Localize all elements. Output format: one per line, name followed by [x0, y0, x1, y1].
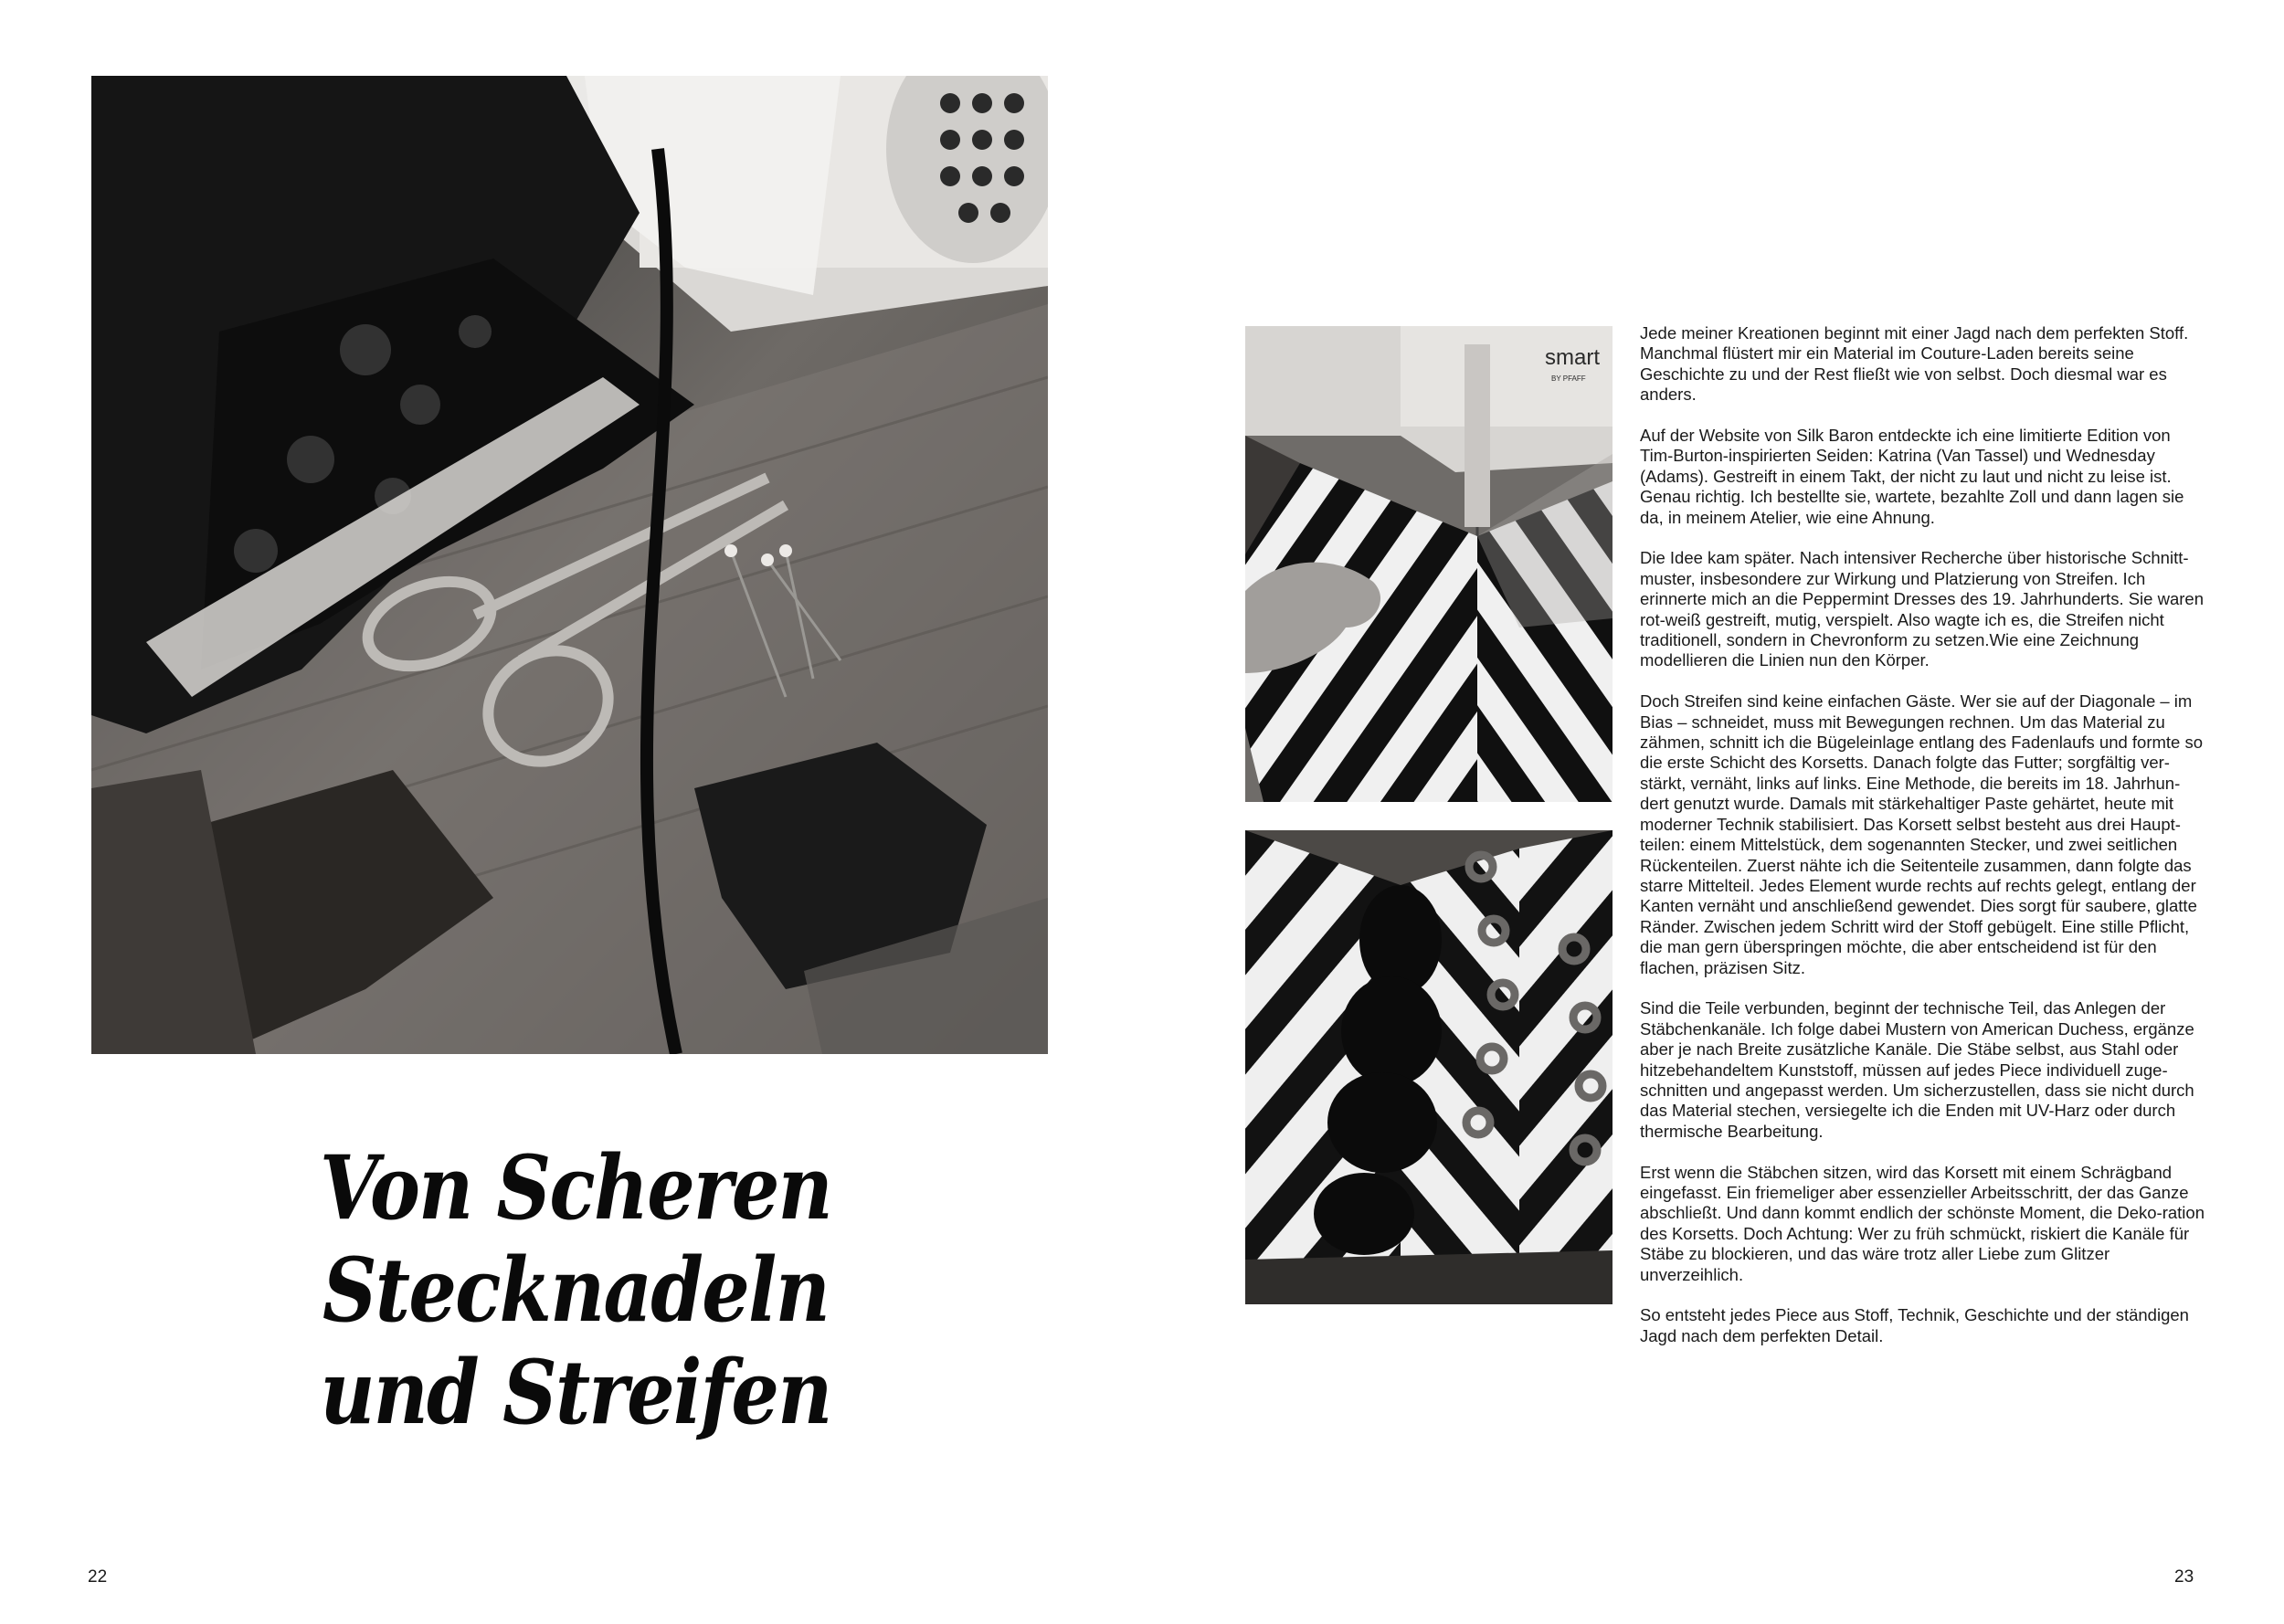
paragraph-7: So entsteht jedes Piece aus Stoff, Technik, Geschichte und der ständigen Jagd nach dem perfekten Detail.	[1640, 1305, 2189, 1345]
article-body	[1640, 323, 2205, 1367]
svg-text:BY PFAFF: BY PFAFF	[1551, 374, 1586, 383]
paragraph-6: Erst wenn die Stäbchen sitzen, wird das Korsett mit einem Schrägband eingefasst. Ein friemeliger aber essenzieller Arbeitsschritt, der das Ganze abschließt. Und dann kommt endlich der schönste Moment, die Deko-ration des Korsetts. Doch Achtung: Wer zu früh schmückt, riskiert die Kanäle für Stäbe zu blockieren, und das wäre trotz aller Liebe zum Glitzer unverzeihlich.	[1640, 1162, 2205, 1284]
title-line-1: Von Scheren	[320, 1136, 831, 1239]
paragraph-5: Sind die Teile verbunden, beginnt der technische Teil, das Anlegen der Stäbchenkanäle. Ich folge dabei Mustern von American Duchess, ergänze aber je nach Breite zusätzliche Kanäle. Die Stäbe selbst, aus Stahl oder hitzebehandeltem Kunststoff, müssen auf jedes Piece individuell zuge-schnitten und angepasst werden. Um sicherzustellen, dass sie nicht durch das Material stechen, versiegelte ich die Enden mit UV-Harz oder durch thermische Bearbeitung.	[1640, 998, 2194, 1141]
photo-sewing-machine-image	[1245, 326, 1613, 802]
page-number-left: 22	[88, 1567, 108, 1587]
photo-sewing-machine-stripes	[1245, 326, 1613, 802]
page-number-right: 23	[2174, 1567, 2194, 1587]
title-line-2: Stecknadeln	[322, 1239, 830, 1342]
photo-scissors-lace-image	[91, 76, 1048, 1054]
svg-text:smart: smart	[1545, 345, 1600, 370]
photo-scissors-lace	[91, 76, 1048, 1054]
title-line-3: und Streifen	[320, 1341, 831, 1444]
photo-corset-chevron	[1245, 830, 1613, 1304]
photo-corset-image	[1245, 830, 1613, 1304]
article-title	[316, 1137, 835, 1444]
paragraph-2: Auf der Website von Silk Baron entdeckte ich eine limitierte Edition von Tim-Burton-inspirierten Seiden: Katrina (Van Tassel) und Wednesday (Adams). Gestreift in einem Takt, der nicht zu laut und nicht zu leise ist. Genau richtig. Ich bestellte sie, wartete, bezahlte Zoll und dann lagen sie da, in meinem Atelier, wie eine Ahnung.	[1640, 426, 2184, 527]
paragraph-4: Doch Streifen sind keine einfachen Gäste. Wer sie auf der Diagonale – im Bias – schneidet, muss mit Bewegungen rechnen. Um das Material zu zähmen, schnitt ich die Bügeleinlage entlang des Fadenlaufs und formte so die erste Schicht des Korsetts. Danach folgte das Futter; sorgfältig ver-stärkt, vernäht, links auf links. Eine Methode, die bereits im 18. Jahrhun-dert genutzt wurde. Damals mit stärkehaltiger Paste gehärtet, heute mit moderner Technik stabilisiert. Das Korsett selbst besteht aus drei Haupt-teilen: einem Mittelstück, dem sogenannten Stecker, und zwei seitlichen Rückenteilen. Zuerst nähte ich die Seitenteile zusammen, dann folgte das starre Mittelteil. Jedes Element wurde rechts auf rechts gelegt, entlang der Kanten vernäht und anschließend gewendet. Dies sorgt für saubere, glatte Ränder. Zwischen jedem Schritt wird der Stoff gebügelt. Eine stille Pflicht, die man gern überspringen möchte, die aber entscheidend ist für den flachen, präzisen Sitz.	[1640, 691, 2204, 977]
paragraph-1: Jede meiner Kreationen beginnt mit einer Jagd nach dem perfekten Stoff. Manchmal flüstert mir ein Material im Couture-Laden bereits seine Geschichte zu und der Rest fließt wie von selbst. Doch diesmal war es anders.	[1640, 323, 2189, 405]
paragraph-3: Die Idee kam später. Nach intensiver Recherche über historische Schnitt-muster, insbesondere zur Wirkung und Platzierung von Streifen. Ich erinnerte mich an die Peppermint Dresses des 19. Jahrhunderts. Sie waren rot-weiß gestreift, mutig, verspielt. Also wagte ich es, die Streifen nicht traditionell, sondern in Chevronform zu setzen.Wie eine Zeichnung modellieren die Linien nun den Körper.	[1640, 548, 2204, 670]
